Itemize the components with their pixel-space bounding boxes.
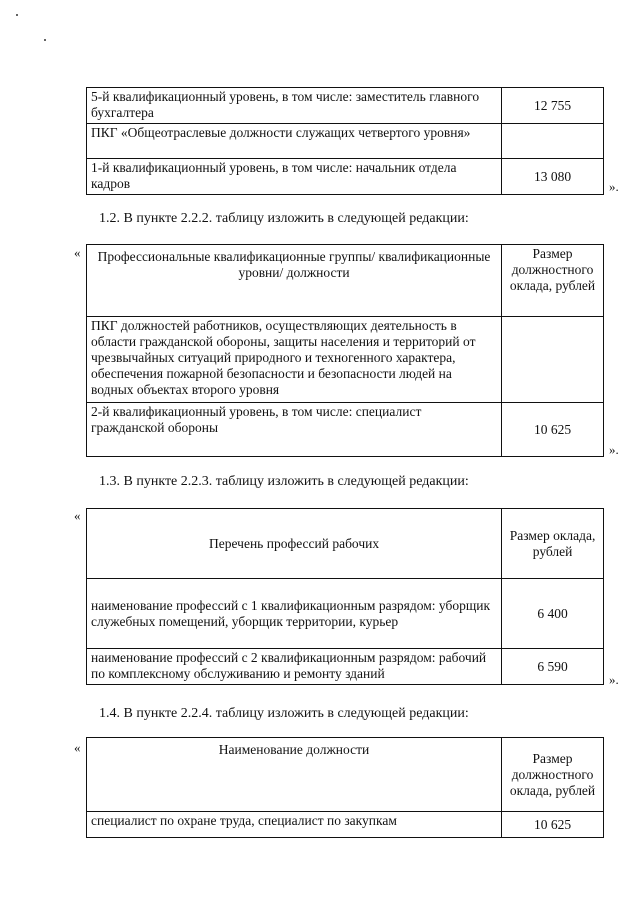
scan-speck bbox=[44, 39, 46, 41]
salary-cell: 12 755 bbox=[502, 88, 604, 124]
table-row bbox=[87, 124, 604, 159]
salary-cell bbox=[502, 124, 604, 159]
close-quote: ». bbox=[609, 672, 619, 687]
open-quote: « bbox=[74, 508, 81, 523]
table-row bbox=[87, 317, 604, 403]
position-cell: 1-й квалификационный уровень, в том числе: начальник отдела кадров bbox=[87, 159, 502, 195]
paragraph-1-3: 1.3. В пункте 2.2.3. таблицу изложить в следующей редакции: bbox=[99, 474, 469, 489]
header-professions: Перечень профессий рабочих bbox=[87, 509, 502, 579]
table-row bbox=[87, 159, 604, 195]
salary-cell: 10 625 bbox=[502, 812, 604, 838]
open-quote: « bbox=[74, 245, 81, 260]
table-row bbox=[87, 579, 604, 649]
table-worker-salaries bbox=[86, 508, 604, 685]
close-quote: ». bbox=[609, 179, 619, 194]
table-salaries-continued bbox=[86, 87, 604, 195]
paragraph-1-2: 1.2. В пункте 2.2.2. таблицу изложить в следующей редакции: bbox=[99, 211, 469, 226]
table-row bbox=[87, 403, 604, 457]
position-cell: специалист по охране труда, специалист по закупкам bbox=[87, 812, 502, 838]
open-quote: « bbox=[74, 740, 81, 755]
table-header-row bbox=[87, 509, 604, 579]
table-row bbox=[87, 812, 604, 838]
position-cell: ПКГ должностей работников, осуществляющих деятельность в области гражданской обороны, защиты населения и территорий от чрезвычайных ситуаций природного и техногенного характера, обеспечения пожарной безопасности и безопасности людей на водных объектах второго уровня bbox=[87, 317, 502, 403]
header-position: Наименование должности bbox=[87, 738, 502, 812]
table-header-row bbox=[87, 245, 604, 317]
table-specialist-salaries bbox=[86, 737, 604, 838]
header-salary: Размер оклада, рублей bbox=[502, 509, 604, 579]
salary-cell: 6 590 bbox=[502, 649, 604, 685]
header-salary: Размер должностного оклада, рублей bbox=[502, 245, 604, 317]
table-row bbox=[87, 88, 604, 124]
position-cell: ПКГ «Общеотраслевые должности служащих четвертого уровня» bbox=[87, 124, 502, 159]
table-header-row bbox=[87, 738, 604, 812]
salary-cell: 10 625 bbox=[502, 403, 604, 457]
table-row bbox=[87, 649, 604, 685]
header-positions: Профессиональные квалификационные группы/ квалификационные уровни/ должности bbox=[87, 245, 502, 317]
salary-cell: 6 400 bbox=[502, 579, 604, 649]
header-salary: Размер должностного оклада, рублей bbox=[502, 738, 604, 812]
scan-speck bbox=[16, 14, 18, 16]
paragraph-1-4: 1.4. В пункте 2.2.4. таблицу изложить в следующей редакции: bbox=[99, 706, 469, 721]
table-civil-defense-salaries bbox=[86, 244, 604, 457]
close-quote: ». bbox=[609, 442, 619, 457]
salary-cell: 13 080 bbox=[502, 159, 604, 195]
salary-cell bbox=[502, 317, 604, 403]
profession-cell: наименование профессий с 1 квалификационным разрядом: уборщик служебных помещений, уборщик территории, курьер bbox=[87, 579, 502, 649]
position-cell: 5-й квалификационный уровень, в том числе: заместитель главного бухгалтера bbox=[87, 88, 502, 124]
position-cell: 2-й квалификационный уровень, в том числе: специалист гражданской обороны bbox=[87, 403, 502, 457]
profession-cell: наименование профессий с 2 квалификационным разрядом: рабочий по комплексному обслуживанию и ремонту зданий bbox=[87, 649, 502, 685]
